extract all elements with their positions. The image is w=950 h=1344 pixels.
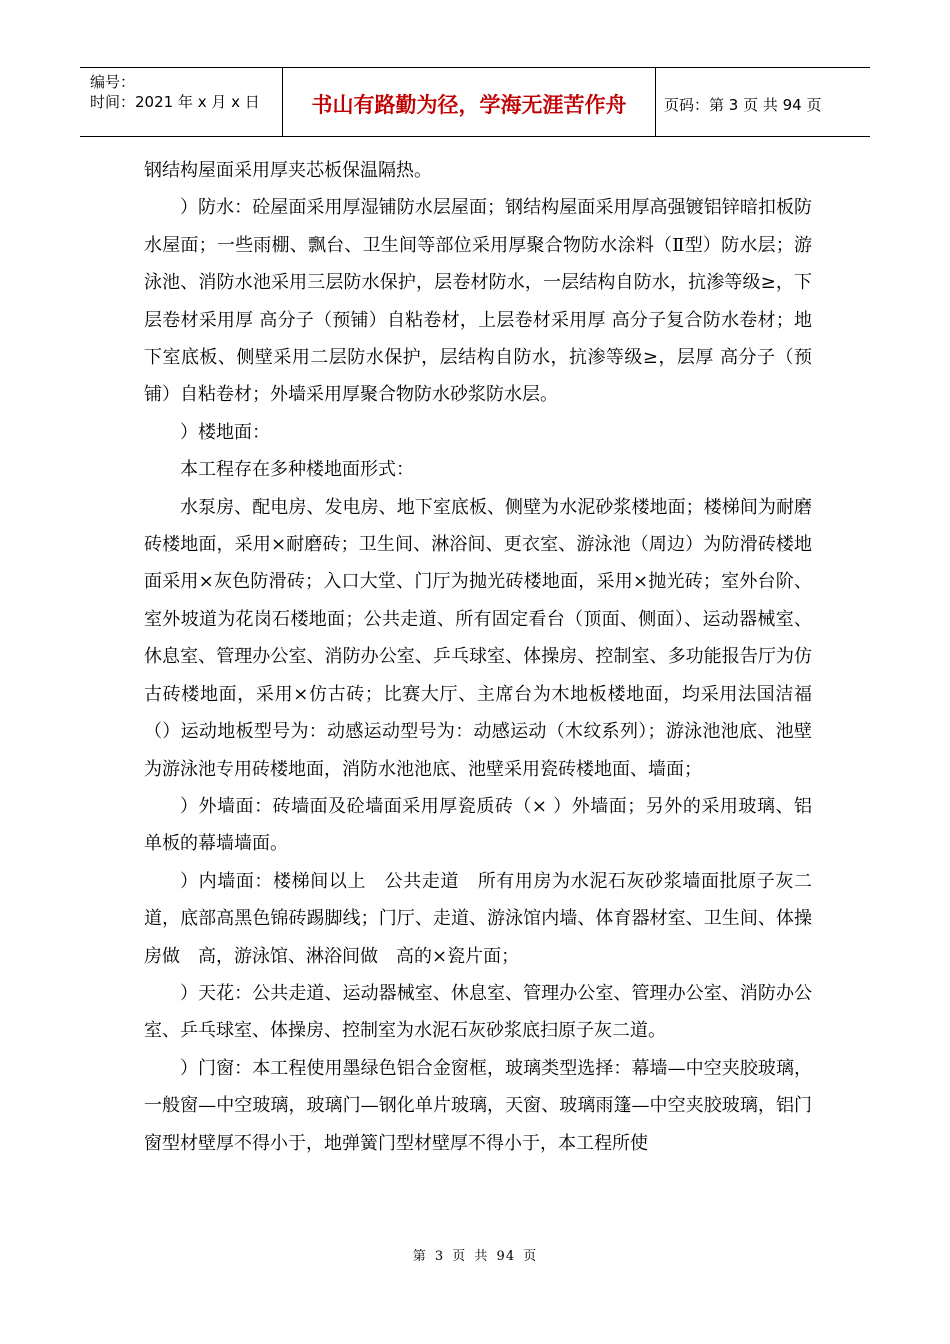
page-footer: 第 3 页 共 94 页 — [412, 1249, 538, 1264]
header-page-info: 页码：第 3 页 共 94 页 — [664, 95, 822, 114]
page-header — [80, 67, 870, 137]
paragraph-floor-heading: ）楼地面： — [180, 421, 270, 443]
paragraph-floor-intro: 本工程存在多种楼地面形式： — [180, 459, 414, 481]
paragraph-interior-wall: ）内墙面：楼梯间以上 公共走道 所有用房为水泥石灰砂浆墙面批原子灰二道，底部高黑色锦砖踢脚线；门厅、走道、游泳馆内墙、体育器材室、卫生间、体操房做 高，游泳馆、淋浴间做 高的×瓷片面； — [144, 870, 812, 967]
header-meta — [80, 68, 282, 136]
paragraph-doors-windows: ）门窗：本工程使用墨绿色铝合金窗框，玻璃类型选择：幕墙—中空夹胶玻璃，一般窗—中空玻璃，玻璃门—钢化单片玻璃，天窗、玻璃雨篷—中空夹胶玻璃，铝门窗型材壁厚不得小于，地弹簧门型材壁厚不得小于，本工程所使 — [144, 1057, 812, 1154]
paragraph-roof-insulation: 钢结构屋面采用厚夹芯板保温隔热。 — [144, 160, 432, 181]
paragraph-ceiling: ）天花：公共走道、运动器械室、休息室、管理办公室、管理办公室、消防办公室、乒乓球室、体操房、控制室为水泥石灰砂浆底扫原子灰二道。 — [144, 982, 812, 1042]
document-number-label: 编号： — [90, 73, 136, 91]
document-date: 时间：2021 年 x 月 x 日 — [90, 93, 260, 111]
paragraph-floor-details: 水泵房、配电房、发电房、地下室底板、侧壁为水泥砂浆楼地面；楼梯间为耐磨砖楼地面，采用×耐磨砖；卫生间、淋浴间、更衣室、游泳池（周边）为防滑砖楼地面采用×灰色防滑砖；入口大堂、门厅为抛光砖楼地面，采用×抛光砖；室外台阶、室外坡道为花岗石楼地面；公共走道、所有固定看台（顶面、侧面）、运动器械室、休息室、管理办公室、消防办公室、乒乓球室、体操房、控制室、多功能报告厅为仿古砖楼地面，采用×仿古砖；比赛大厅、主席台为木地板楼地面，均采用法国洁福（）运动地板型号为：动感运动型号为：动感运动（木纹系列）；游泳池池底、池壁为游泳池专用砖楼地面，消防水池池底、池壁采用瓷砖楼地面、墙面； — [144, 496, 812, 780]
document-body — [144, 152, 812, 1162]
paragraph-waterproofing: ）防水：砼屋面采用厚湿铺防水层屋面；钢结构屋面采用厚高强镀铝锌暗扣板防水屋面；一些雨棚、飘台、卫生间等部位采用厚聚合物防水涂料（Ⅱ型）防水层；游泳池、消防水池采用三层防水保护，层卷材防水，一层结构自防水，抗渗等级≥，下层卷材采用厚 高分子（预铺）自粘卷材，上层卷材采用厚 高分子复合防水卷材；地下室底板、侧壁采用二层防水保护，层结构自防水，抗渗等级≥，层厚 高分子（预铺）自粘卷材；外墙采用厚聚合物防水砂浆防水层。 — [144, 197, 812, 406]
header-motto: 书山有路勤为径，学海无涯苦作舟 — [282, 68, 656, 136]
paragraph-exterior-wall: ）外墙面：砖墙面及砼墙面采用厚瓷质砖（× ）外墙面；另外的采用玻璃、铝单板的幕墙墙面。 — [144, 795, 812, 855]
